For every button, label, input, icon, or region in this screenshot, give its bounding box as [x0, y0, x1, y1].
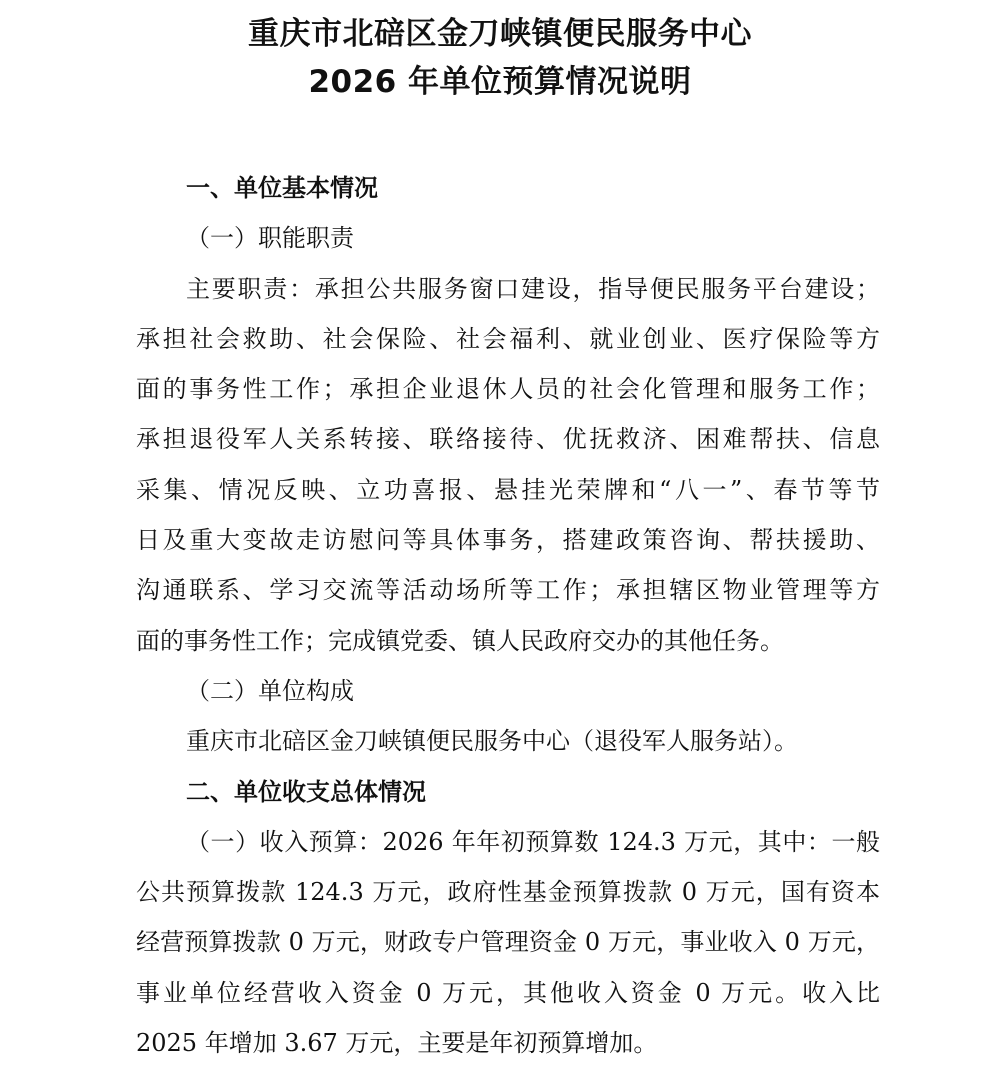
paragraph-line: 沟通联系、学习交流等活动场所等工作；承担辖区物业管理等方 — [136, 576, 880, 605]
paragraph-line: 公共预算拨款 124.3 万元，政府性基金预算拨款 0 万元，国有资本 — [136, 878, 880, 907]
paragraph-line: 主要职责：承担公共服务窗口建设，指导便民服务平台建设； — [186, 274, 880, 303]
paragraph-line: 2025 年增加 3.67 万元，主要是年初预算增加。 — [136, 1029, 658, 1058]
document-title-line-2: 2026 年单位预算情况说明 — [308, 64, 692, 100]
section-heading-income-expenditure: 二、单位收支总体情况 — [186, 777, 426, 806]
paragraph-line: 事业单位经营收入资金 0 万元，其他收入资金 0 万元。收入比 — [136, 978, 880, 1007]
paragraph-line: 面的事务性工作；承担企业退休人员的社会化管理和服务工作； — [136, 375, 880, 404]
document-body — [136, 163, 880, 1068]
paragraph-line: （一）收入预算：2026 年年初预算数 124.3 万元，其中：一般 — [186, 827, 880, 856]
paragraph-line: 承担社会救助、社会保险、社会福利、就业创业、医疗保险等方 — [136, 324, 880, 353]
subheading-functions: （一）职能职责 — [186, 224, 354, 253]
subheading-unit-composition: （二）单位构成 — [186, 676, 354, 705]
paragraph-line: 承担退役军人关系转接、联络接待、优抚救济、困难帮扶、信息 — [136, 425, 880, 454]
paragraph-line: 重庆市北碚区金刀峡镇便民服务中心（退役军人服务站）。 — [186, 727, 798, 756]
paragraph-line: 日及重大变故走访慰问等具体事务，搭建政策咨询、帮扶援助、 — [136, 526, 880, 555]
paragraph-line: 经营预算拨款 0 万元，财政专户管理资金 0 万元，事业收入 0 万元， — [136, 928, 880, 957]
paragraph-line: 面的事务性工作；完成镇党委、镇人民政府交办的其他任务。 — [136, 626, 784, 655]
document-title-line-1: 重庆市北碚区金刀峡镇便民服务中心 — [248, 16, 752, 52]
section-heading-unit-basic-info: 一、单位基本情况 — [186, 174, 378, 202]
paragraph-line: 采集、情况反映、立功喜报、悬挂光荣牌和“八一”、春节等节 — [136, 475, 880, 504]
